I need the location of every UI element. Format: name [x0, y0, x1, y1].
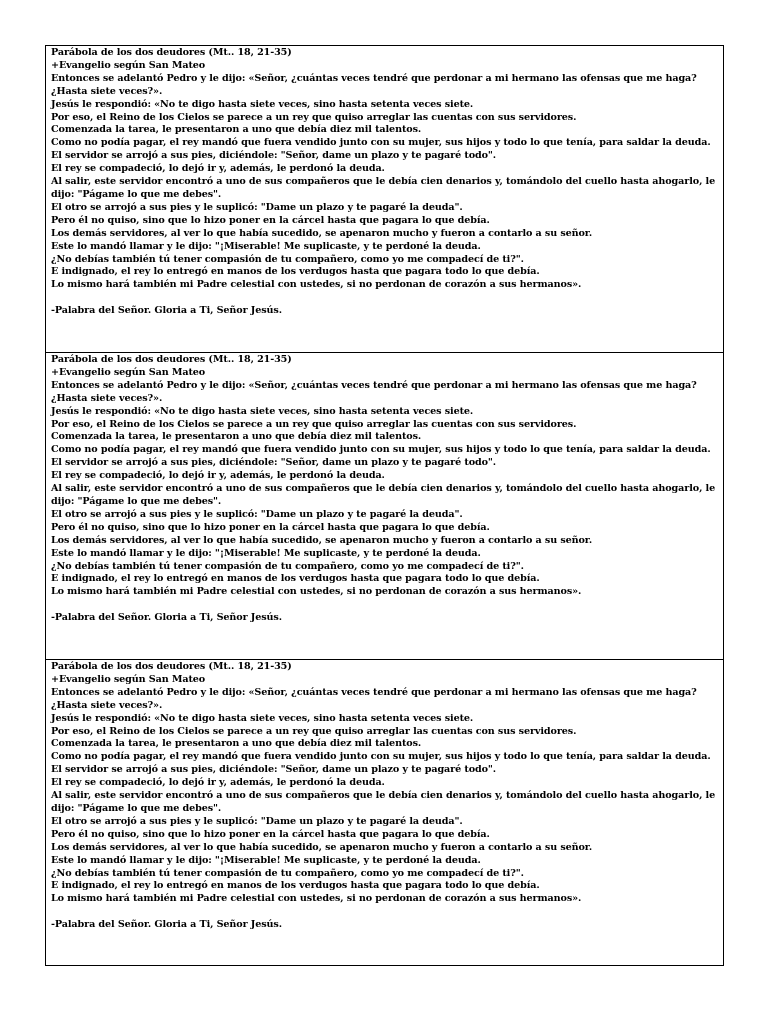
verse-line: E indignado, el rey lo entregó en manos de los verdugos hasta que pagara todo lo que debía. — [51, 880, 540, 892]
verse-line: Como no podía pagar, el rey mandó que fuera vendido junto con su mujer, sus hijos y todo lo que tenía, para saldar la deuda. — [51, 444, 711, 456]
card-subtitle: +Evangelio según San Mateo — [51, 59, 206, 71]
verse-line: Como no podía pagar, el rey mandó que fuera vendido junto con su mujer, sus hijos y todo lo que tenía, para saldar la deuda. — [51, 751, 711, 763]
verse-line: El rey se compadeció, lo dejó ir y, además, le perdonó la deuda. — [51, 470, 385, 482]
card-subtitle: +Evangelio según San Mateo — [51, 673, 206, 685]
spacer — [51, 292, 717, 305]
verse-line: E indignado, el rey lo entregó en manos de los verdugos hasta que pagara todo lo que debía. — [51, 266, 540, 278]
verse-line: Jesús le respondió: «No te digo hasta siete veces, sino hasta setenta veces siete. — [51, 98, 474, 110]
card-title: Parábola de los dos deudores (Mt.. 18, 21-35) — [51, 354, 292, 365]
gospel-card — [46, 660, 723, 965]
verse-line: Al salir, este servidor encontró a uno de sus compañeros que le debía cien denarios y, tomándolo del cuello hasta ahogarlo, le dijo: "Págame lo que me debes". — [51, 790, 716, 814]
verse-line: El rey se compadeció, lo dejó ir y, además, le perdonó la deuda. — [51, 777, 385, 789]
verse-line: El rey se compadeció, lo dejó ir y, además, le perdonó la deuda. — [51, 163, 385, 175]
verse-line: ¿No debías también tú tener compasión de tu compañero, como yo me compadecí de ti?". — [51, 867, 524, 879]
verse-line: Por eso, el Reino de los Cielos se parece a un rey que quiso arreglar las cuentas con sus servidores. — [51, 111, 577, 123]
verse-line: El otro se arrojó a sus pies y le suplicó: "Dame un plazo y te pagaré la deuda". — [51, 815, 463, 827]
verse-line: Este lo mandó llamar y le dijo: "¡Miserable! Me suplicaste, y te perdoné la deuda. — [51, 854, 481, 866]
verse-line: Lo mismo hará también mi Padre celestial con ustedes, si no perdonan de corazón a sus hermanos». — [51, 279, 582, 291]
verse-line: Jesús le respondió: «No te digo hasta siete veces, sino hasta setenta veces siete. — [51, 712, 474, 724]
verse-line: E indignado, el rey lo entregó en manos de los verdugos hasta que pagara todo lo que debía. — [51, 573, 540, 585]
verse-line: Por eso, el Reino de los Cielos se parece a un rey que quiso arreglar las cuentas con sus servidores. — [51, 418, 577, 430]
verse-line: Al salir, este servidor encontró a uno de sus compañeros que le debía cien denarios y, tomándolo del cuello hasta ahogarlo, le dijo: "Págame lo que me debes". — [51, 176, 716, 200]
verse-line: Lo mismo hará también mi Padre celestial con ustedes, si no perdonan de corazón a sus hermanos». — [51, 893, 582, 905]
verse-line: Este lo mandó llamar y le dijo: "¡Miserable! Me suplicaste, y te perdoné la deuda. — [51, 240, 481, 252]
verse-line: Lo mismo hará también mi Padre celestial con ustedes, si no perdonan de corazón a sus hermanos». — [51, 586, 582, 598]
verse-line: El servidor se arrojó a sus pies, diciéndole: "Señor, dame un plazo y te pagaré todo". — [51, 457, 497, 469]
verse-line: Por eso, el Reino de los Cielos se parece a un rey que quiso arreglar las cuentas con sus servidores. — [51, 725, 577, 737]
verse-line: Al salir, este servidor encontró a uno de sus compañeros que le debía cien denarios y, tomándolo del cuello hasta ahogarlo, le dijo: "Págame lo que me debes". — [51, 483, 716, 507]
card-subtitle: +Evangelio según San Mateo — [51, 366, 206, 378]
gospel-card — [46, 353, 723, 660]
closing-line: -Palabra del Señor. Gloria a Ti, Señor Jesús. — [51, 612, 282, 624]
verse-line: Pero él no quiso, sino que lo hizo poner en la cárcel hasta que pagara lo que debía. — [51, 214, 490, 226]
verse-line: Los demás servidores, al ver lo que había sucedido, se apenaron mucho y fueron a contarlo a su señor. — [51, 534, 593, 546]
verse-line: ¿No debías también tú tener compasión de tu compañero, como yo me compadecí de ti?". — [51, 253, 524, 265]
verse-line: Este lo mandó llamar y le dijo: "¡Miserable! Me suplicaste, y te perdoné la deuda. — [51, 547, 481, 559]
spacer — [51, 599, 717, 612]
spacer — [51, 906, 717, 919]
card-title: Parábola de los dos deudores (Mt.. 18, 21-35) — [51, 661, 292, 672]
verse-line: Jesús le respondió: «No te digo hasta siete veces, sino hasta setenta veces siete. — [51, 405, 474, 417]
verse-line: El servidor se arrojó a sus pies, diciéndole: "Señor, dame un plazo y te pagaré todo". — [51, 764, 497, 776]
verse-line: Entonces se adelantó Pedro y le dijo: «Señor, ¿cuántas veces tendré que perdonar a mi hermano las ofensas que me haga? ¿Hasta siete veces?». — [51, 72, 697, 97]
verse-line: El otro se arrojó a sus pies y le suplicó: "Dame un plazo y te pagaré la deuda". — [51, 201, 463, 213]
verse-line: El otro se arrojó a sus pies y le suplicó: "Dame un plazo y te pagaré la deuda". — [51, 508, 463, 520]
gospel-card — [46, 46, 723, 353]
verse-line: ¿No debías también tú tener compasión de tu compañero, como yo me compadecí de ti?". — [51, 560, 524, 572]
verse-line: Comenzada la tarea, le presentaron a uno que debía diez mil talentos. — [51, 124, 422, 136]
verse-line: Pero él no quiso, sino que lo hizo poner en la cárcel hasta que pagara lo que debía. — [51, 828, 490, 840]
verse-line: Como no podía pagar, el rey mandó que fuera vendido junto con su mujer, sus hijos y todo lo que tenía, para saldar la deuda. — [51, 137, 711, 149]
verse-line: Los demás servidores, al ver lo que había sucedido, se apenaron mucho y fueron a contarlo a su señor. — [51, 841, 593, 853]
closing-line: -Palabra del Señor. Gloria a Ti, Señor Jesús. — [51, 919, 282, 931]
verse-line: Comenzada la tarea, le presentaron a uno que debía diez mil talentos. — [51, 431, 422, 443]
verse-line: Entonces se adelantó Pedro y le dijo: «Señor, ¿cuántas veces tendré que perdonar a mi hermano las ofensas que me haga? ¿Hasta siete veces?». — [51, 379, 697, 404]
verse-line: Comenzada la tarea, le presentaron a uno que debía diez mil talentos. — [51, 738, 422, 750]
verse-line: El servidor se arrojó a sus pies, diciéndole: "Señor, dame un plazo y te pagaré todo". — [51, 150, 497, 162]
verse-line: Entonces se adelantó Pedro y le dijo: «Señor, ¿cuántas veces tendré que perdonar a mi hermano las ofensas que me haga? ¿Hasta siete veces?». — [51, 686, 697, 711]
document-page — [45, 45, 724, 966]
verse-line: Pero él no quiso, sino que lo hizo poner en la cárcel hasta que pagara lo que debía. — [51, 521, 490, 533]
card-title: Parábola de los dos deudores (Mt.. 18, 21-35) — [51, 47, 292, 58]
verse-line: Los demás servidores, al ver lo que había sucedido, se apenaron mucho y fueron a contarlo a su señor. — [51, 227, 593, 239]
closing-line: -Palabra del Señor. Gloria a Ti, Señor Jesús. — [51, 305, 282, 317]
